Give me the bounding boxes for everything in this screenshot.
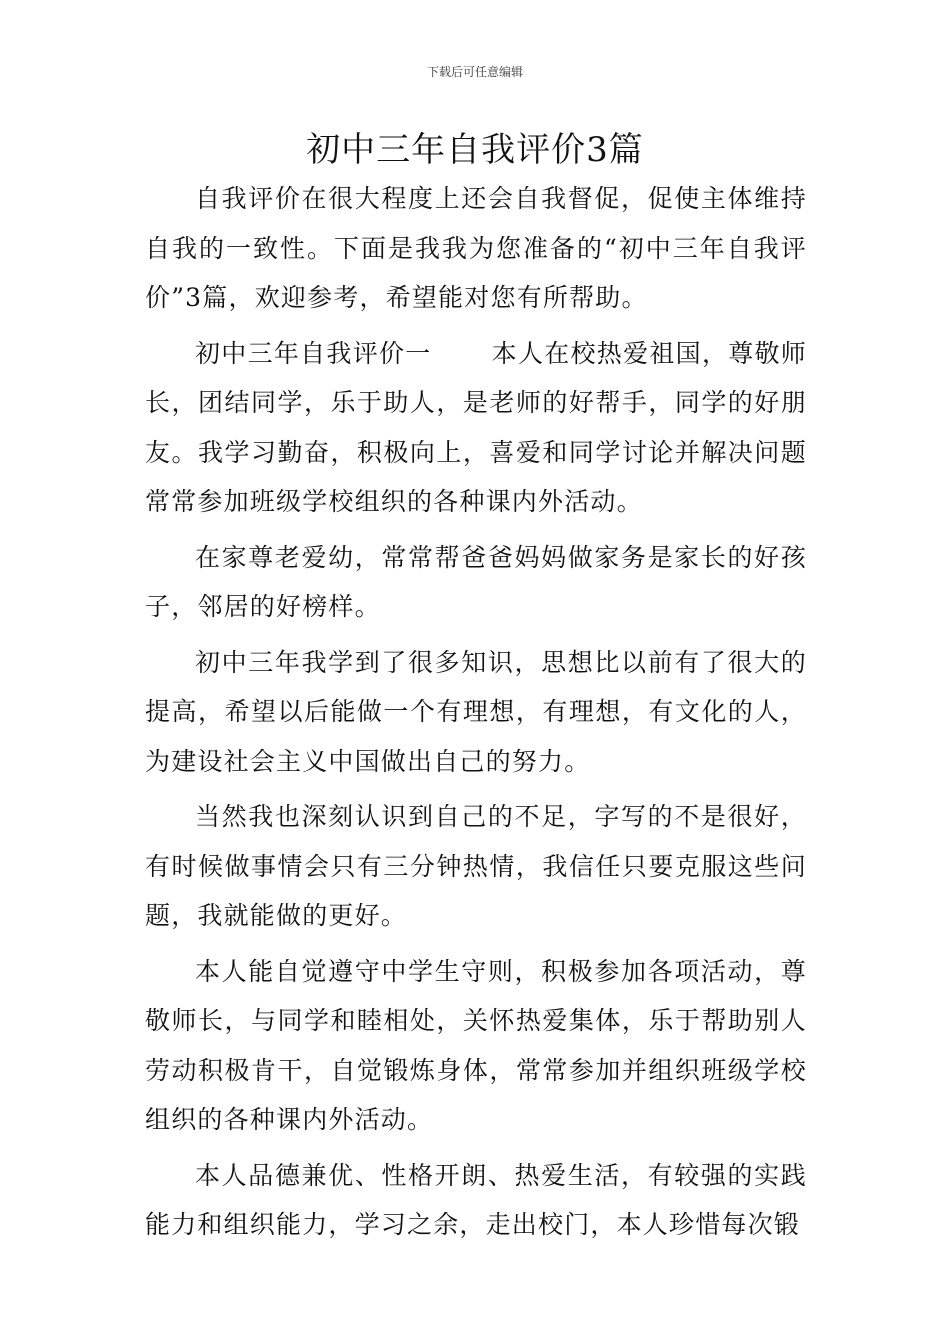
header-note: 下载后可任意编辑 [426, 65, 523, 79]
document-title: 初中三年自我评价3篇 [306, 130, 644, 170]
body-paragraph: 在家尊老爱幼，常常帮爸爸妈妈做家务是家长的好孩子，邻居的好榜样。 [145, 542, 807, 621]
body-paragraph: 本人品德兼优、性格开朗、热爱生活，有较强的实践能力和组织能力，学习之余，走出校门，本人珍惜每次锻 [145, 1160, 807, 1239]
body-paragraph: 当然我也深刻认识到自己的不足，字写的不是很好，有时候做事情会只有三分钟热情，我信任只要克服这些问题，我就能做的更好。 [145, 802, 807, 930]
section-one-text: 本人在校热爱祖国，尊敬师长，团结同学，乐于助人，是老师的好帮手，同学的好朋友。我学习勤奋，积极向上，喜爱和同学讨论并解决问题常常参加班级学校组织的各种课内外活动。 [145, 338, 807, 516]
document-body [145, 174, 807, 1256]
section-one-paragraph [145, 329, 807, 527]
body-paragraph: 初中三年我学到了很多知识，思想比以前有了很大的提高，希望以后能做一个有理想，有理想，有文化的人，为建设社会主义中国做出自己的努力。 [145, 647, 807, 776]
body-paragraph: 本人能自觉遵守中学生守则，积极参加各项活动，尊敬师长，与同学和睦相处，关怀热爱集体，乐于帮助别人劳动积极肯干，自觉锻炼身体，常常参加并组织班级学校组织的各种课内外活动。 [145, 956, 807, 1134]
intro-paragraph: 自我评价在很大程度上还会自我督促，促使主体维持自我的一致性。下面是我我为您准备的“初中三年自我评价”3篇，欢迎参考，希望能对您有所帮助。 [145, 184, 807, 312]
section-heading: 初中三年自我评价一 [195, 338, 432, 368]
